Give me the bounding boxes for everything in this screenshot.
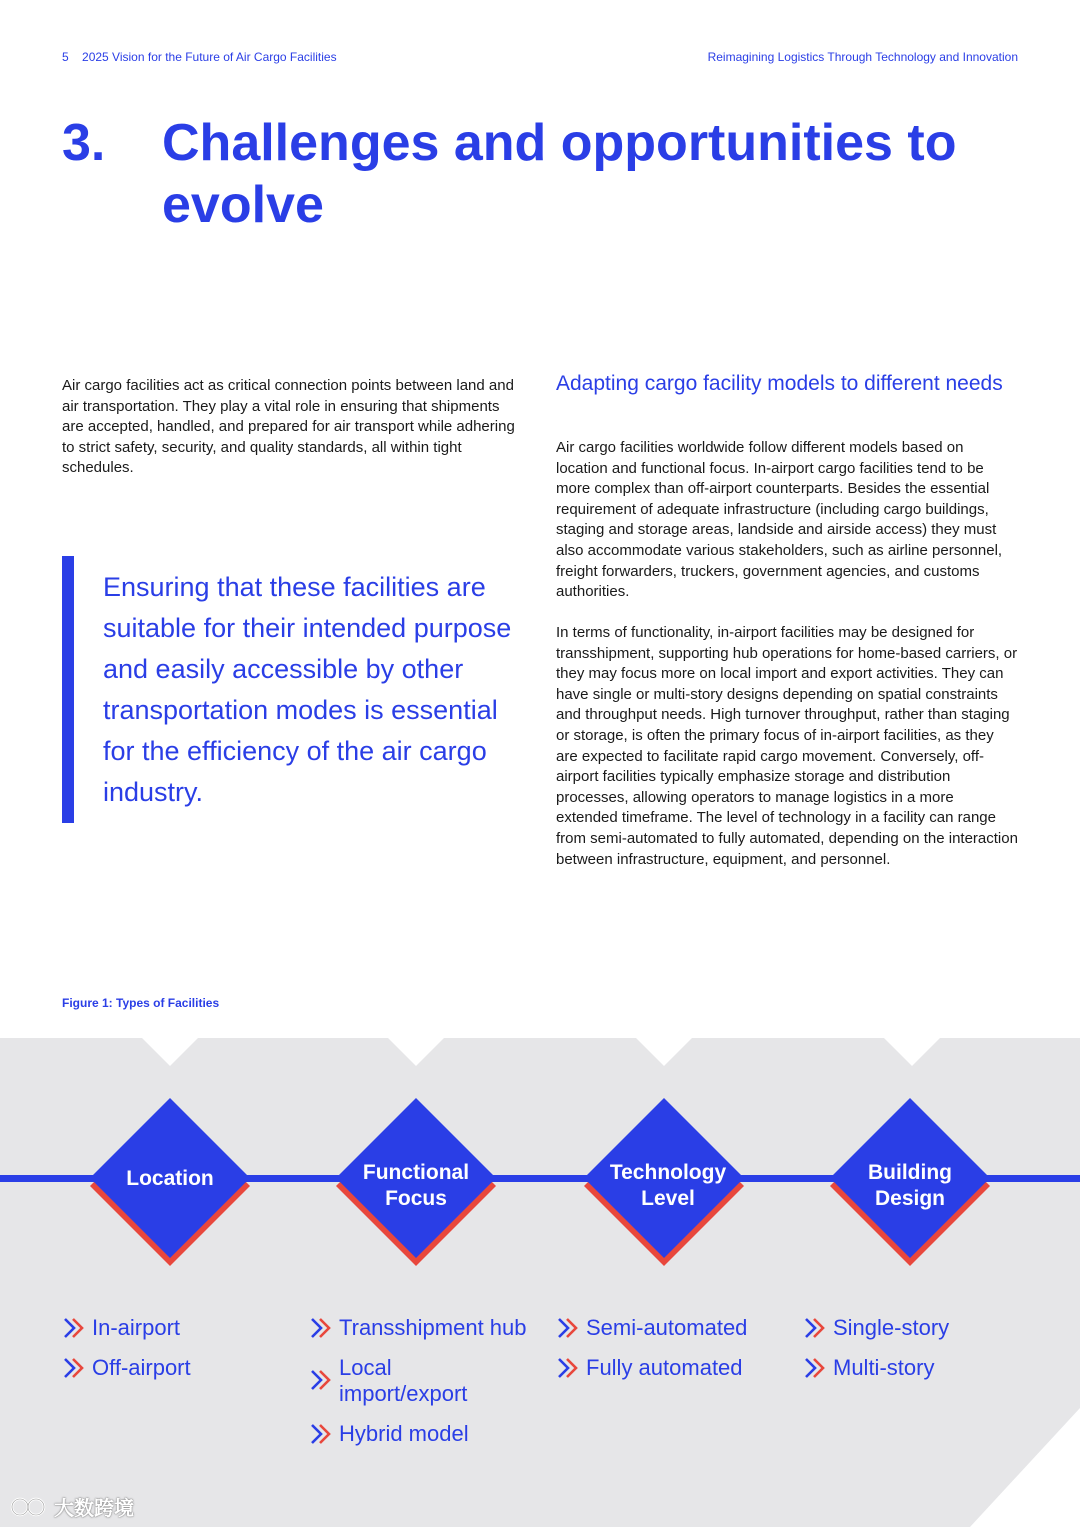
double-chevron-icon [556, 1357, 582, 1379]
pull-quote: Ensuring that these facilities are suitable for their intended purpose and easily accessible by other transportation modes is essential for the efficiency of the air cargo industry. [103, 572, 512, 807]
list-item [803, 1315, 1023, 1341]
double-chevron-icon [803, 1317, 829, 1339]
label-technology-level: Technology Level [609, 1161, 727, 1210]
item-label: Semi-automated [586, 1315, 748, 1340]
double-chevron-icon [62, 1357, 88, 1379]
double-chevron-icon [309, 1423, 335, 1445]
watermark-logo-icon [10, 1496, 48, 1518]
body-paragraph-2: In terms of functionality, in-airport facilities may be designed for transshipment, supporting hub operations for home-based carriers, or they may focus more on local import and export activities. They can have single or multi-story designs depending on spatial constraints and throughput needs. High turnover throughput, rather than staging or storage, is often the primary focus of in-airport facilities, as they are expected to facilitate rapid cargo movement. Conversely, off-airport facilities typically emphasize storage and distribution processes, allowing operators to manage logistics in a more extended timeframe. The level of technology in a facility can range from semi-automated to fully automated, depending on the interaction between infrastructure, equipment, and personnel. [556, 624, 1018, 868]
watermark-text: 大数跨境 [54, 1498, 134, 1520]
list-item [62, 1315, 282, 1341]
quote-bar [62, 556, 74, 823]
double-chevron-icon [309, 1317, 335, 1339]
list-item [309, 1355, 509, 1407]
list-item [309, 1421, 539, 1447]
double-chevron-icon [803, 1357, 829, 1379]
page-number: 5 [62, 50, 69, 64]
list-item [803, 1355, 1023, 1381]
item-label: Off-airport [92, 1355, 191, 1380]
figure-diagram [0, 1038, 1080, 1527]
list-location [62, 1315, 282, 1395]
body-paragraph-1: Air cargo facilities worldwide follow different models based on location and functional focus. In-airport cargo facilities tend to be more complex than off-airport counterparts. Besides the essential requirement of adequate infrastructure (including cargo buildings, staging and storage areas, landside and airside access) they must also accommodate various stakeholders, such as airline personnel, freight forwarders, truckers, government agencies, and customs authorities. [556, 439, 1003, 601]
list-item [556, 1355, 786, 1381]
item-label: In-airport [92, 1315, 181, 1340]
item-label: Multi-story [833, 1355, 935, 1380]
figure-caption: Figure 1: Types of Facilities [62, 996, 220, 1010]
item-label: Transshipment hub [339, 1315, 527, 1340]
diamond-label-location: Location [126, 1167, 214, 1190]
item-label: Hybrid model [339, 1421, 469, 1446]
watermark [10, 1492, 134, 1521]
list-item [309, 1315, 539, 1341]
double-chevron-icon [556, 1317, 582, 1339]
subheading: Adapting cargo facility models to different needs [556, 372, 1003, 395]
list-functional-focus [309, 1315, 539, 1461]
double-chevron-icon [62, 1317, 88, 1339]
section-title: Challenges and opportunities to evolve [162, 114, 957, 234]
section-header: Reimagining Logistics Through Technology and Innovation [707, 50, 1018, 64]
doc-title: 2025 Vision for the Future of Air Cargo Facilities [82, 50, 337, 64]
section-number: 3. [62, 114, 106, 172]
double-chevron-icon [309, 1369, 335, 1391]
label-functional-focus: Functional Focus [362, 1161, 470, 1210]
item-label: Single-story [833, 1315, 950, 1340]
page-header-left [62, 50, 337, 64]
item-label: Local import/export [339, 1355, 468, 1406]
list-item [62, 1355, 282, 1381]
item-label: Fully automated [586, 1355, 743, 1380]
diamond-label-technology-level [588, 1160, 748, 1212]
intro-paragraph: Air cargo facilities act as critical connection points between land and air transportation. They play a vital role in ensuring that shipments are accepted, handled, and prepared for air transport while adhering to strict safety, security, and quality standards, all within tight schedules. [62, 377, 515, 477]
diamond-label-building-design [830, 1160, 990, 1212]
diamond-label-functional-focus [336, 1160, 496, 1212]
list-building-design [803, 1315, 1023, 1395]
list-item [556, 1315, 786, 1341]
list-technology-level [556, 1315, 786, 1395]
label-building-design: Building Design [868, 1161, 952, 1210]
